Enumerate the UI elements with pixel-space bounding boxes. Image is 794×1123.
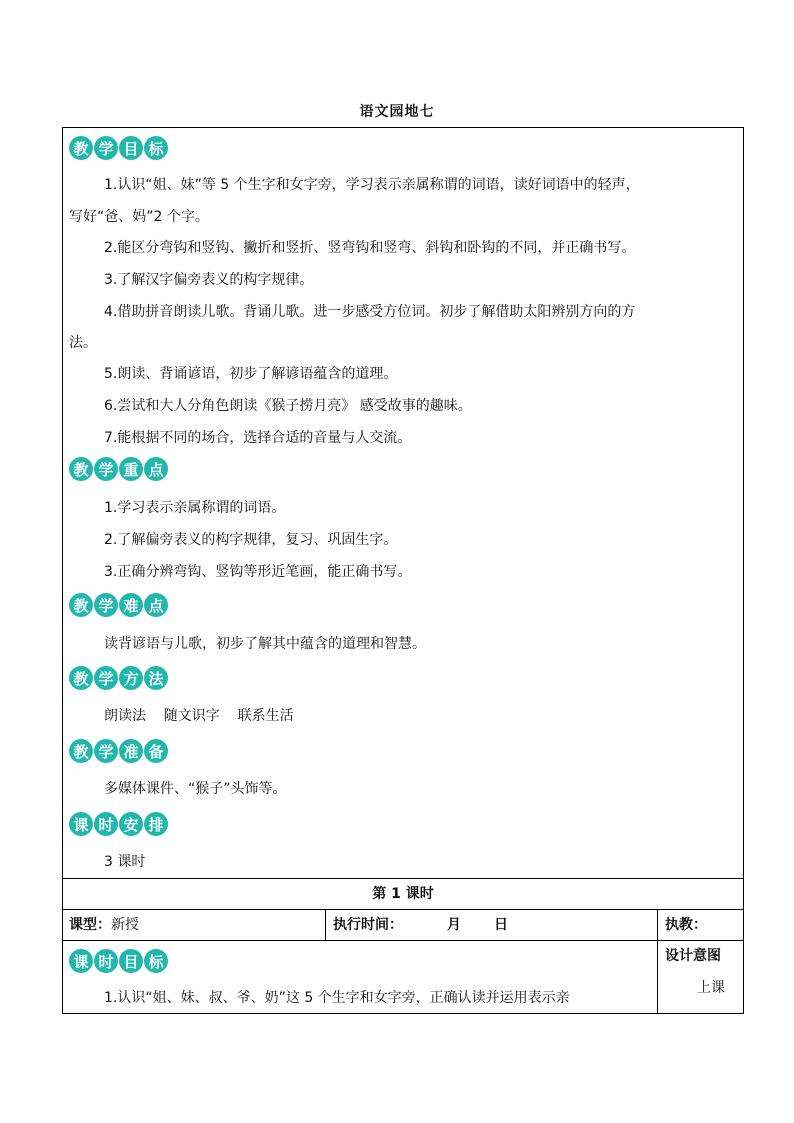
badge-char: 时 <box>94 949 118 973</box>
objective-line: 1.认识“姐、妹”等 5 个生字和女字旁，学习表示亲属称谓的词语，读好词语中的轻声， <box>104 177 640 193</box>
execution-time-label: 执行时间： <box>333 917 403 933</box>
badge-char: 方 <box>119 666 143 690</box>
badge-char: 点 <box>144 593 168 617</box>
method-line: 朗读法 随文识字 联系生活 <box>104 708 294 724</box>
badge-char: 教 <box>69 739 93 763</box>
badge-char: 法 <box>144 666 168 690</box>
badge-char: 学 <box>94 593 118 617</box>
design-intent-value: 上课 <box>697 980 725 996</box>
badge-char: 准 <box>119 739 143 763</box>
badge-char: 标 <box>144 136 168 160</box>
objective-line: 6.尝试和大人分角色朗读《猴子捞月亮》 感受故事的趣味。 <box>104 398 472 414</box>
badge-char: 时 <box>94 812 118 836</box>
section-badge-preparation <box>69 739 168 765</box>
objective-line: 写好“爸、妈”2 个字。 <box>69 209 209 225</box>
section-badge-difficulties <box>69 593 168 619</box>
badge-char: 教 <box>69 136 93 160</box>
lesson-info-row <box>62 909 744 941</box>
objective-line: 5.朗读、背诵谚语，初步了解谚语蕴含的道理。 <box>104 366 398 382</box>
schedule-line: 3 课时 <box>104 854 146 870</box>
teacher-label: 执教： <box>665 917 707 933</box>
badge-char: 学 <box>94 739 118 763</box>
lesson-title: 第 1 课时 <box>372 886 434 902</box>
difficulty-line: 读背谚语与儿歌，初步了解其中蕴含的道理和智慧。 <box>104 636 426 652</box>
badge-char: 点 <box>144 457 168 481</box>
cell-divider <box>325 909 326 941</box>
key-point-line: 3.正确分辨弯钩、竖钩等形近笔画，能正确书写。 <box>104 564 412 580</box>
day-label: 日 <box>494 917 508 933</box>
badge-char: 排 <box>144 812 168 836</box>
lesson-type <box>69 915 139 935</box>
badge-char: 标 <box>144 949 168 973</box>
badge-char: 教 <box>69 666 93 690</box>
objective-line: 2.能区分弯钩和竖钩、撇折和竖折、竖弯钩和竖弯、斜钩和卧钩的不同，并正确书写。 <box>104 240 636 256</box>
lesson-type-label: 课型： <box>69 917 111 933</box>
badge-char: 备 <box>144 739 168 763</box>
lesson-objective-line: 1.认识“姐、妹、叔、爷、奶”这 5 个生字和女字旁，正确认读并运用表示亲 <box>104 990 570 1006</box>
badge-char: 教 <box>69 457 93 481</box>
section-badge-methods <box>69 666 168 692</box>
section-badge-schedule <box>69 812 168 838</box>
section-badge-key-points <box>69 457 168 483</box>
objective-line: 3.了解汉字偏旁表义的构字规律。 <box>104 272 314 288</box>
badge-char: 学 <box>94 666 118 690</box>
preparation-line: 多媒体课件、“猴子”头饰等。 <box>104 781 287 797</box>
badge-char: 教 <box>69 593 93 617</box>
badge-char: 学 <box>94 136 118 160</box>
objective-line: 4.借助拼音朗读儿歌。背诵儿歌。进一步感受方位词。初步了解借助太阳辨别方向的方 <box>104 304 636 320</box>
document-title: 语文园地七 <box>359 104 435 120</box>
section-badge-objectives <box>69 136 168 162</box>
badge-char: 目 <box>119 949 143 973</box>
objective-line: 法。 <box>69 335 97 351</box>
badge-char: 重 <box>119 457 143 481</box>
month-label: 月 <box>447 917 461 933</box>
badge-char: 难 <box>119 593 143 617</box>
objective-line: 7.能根据不同的场合，选择合适的音量与人交流。 <box>104 430 412 446</box>
badge-char: 课 <box>69 949 93 973</box>
lesson-objective-badge <box>69 949 168 975</box>
lesson-type-value: 新授 <box>111 917 139 933</box>
design-intent-label: 设计意图 <box>665 948 721 964</box>
badge-char: 安 <box>119 812 143 836</box>
badge-char: 课 <box>69 812 93 836</box>
badge-char: 目 <box>119 136 143 160</box>
key-point-line: 1.学习表示亲属称谓的词语。 <box>104 500 286 516</box>
badge-char: 学 <box>94 457 118 481</box>
key-point-line: 2.了解偏旁表义的构字规律，复习、巩固生字。 <box>104 532 398 548</box>
